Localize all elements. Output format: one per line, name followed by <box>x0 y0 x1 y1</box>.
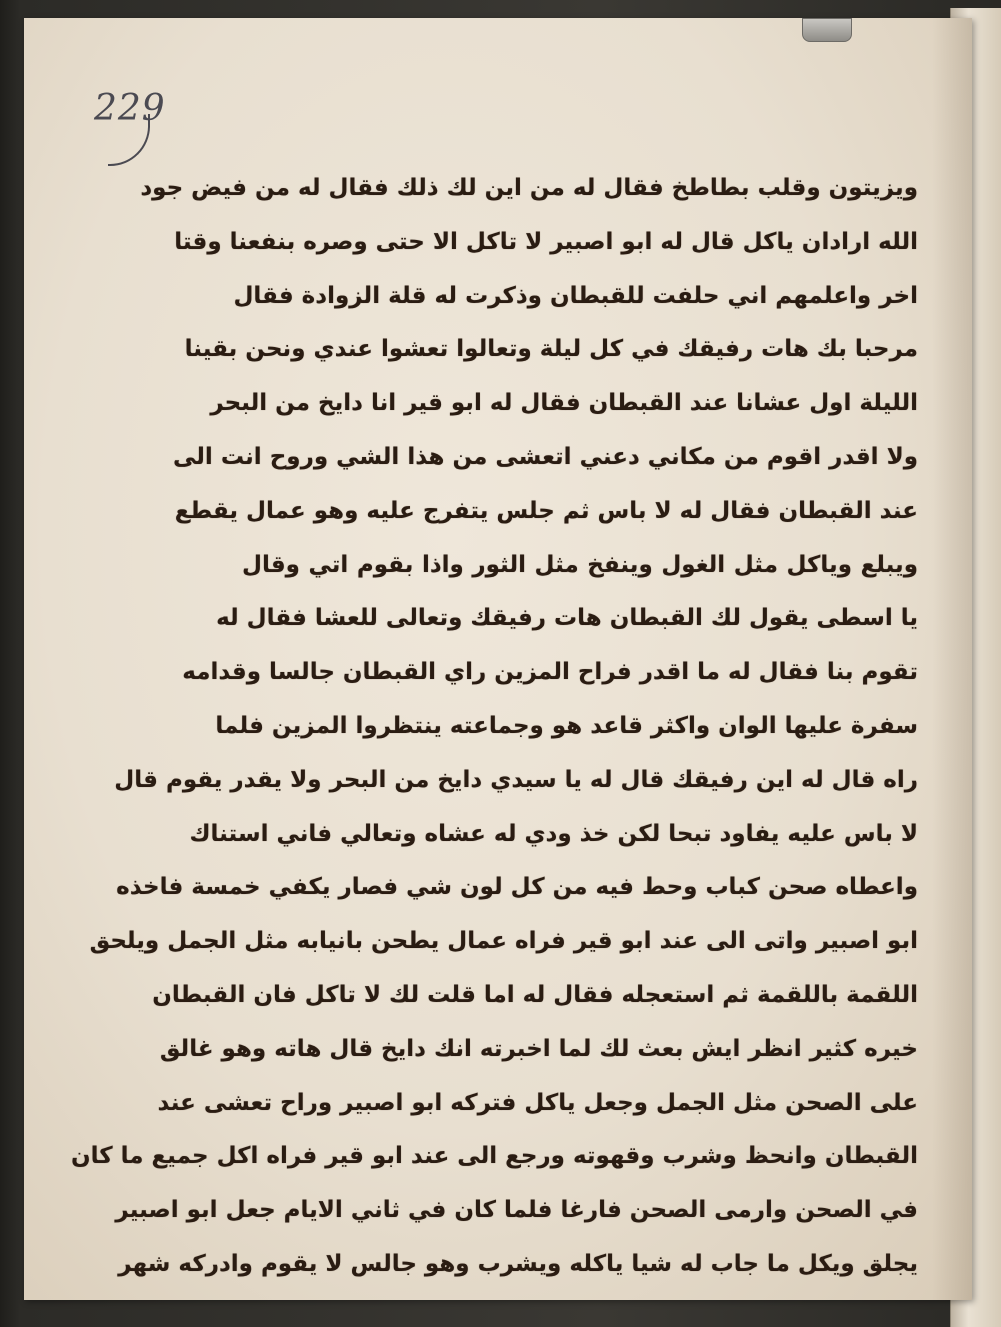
binder-clip <box>802 18 852 42</box>
manuscript-text-block <box>70 162 918 1277</box>
manuscript-line: ولا اقدر اقوم من مكاني دعني اتعشى من هذا الشي وروح انت الى <box>173 443 918 470</box>
manuscript-line: يا اسطى يقول لك القبطان هات رفيقك وتعالى للعشا فقال له <box>216 605 918 632</box>
manuscript-line: راه قال له اين رفيقك قال له يا سيدي دايخ من البحر ولا يقدر يقوم قال <box>114 766 918 793</box>
manuscript-line: عند القبطان فقال له لا باس ثم جلس يتفرج عليه وهو عمال يقطع <box>174 497 918 524</box>
manuscript-line: الليلة اول عشانا عند القبطان فقال له ابو قير انا دايخ من البحر <box>210 390 918 417</box>
manuscript-line: اللقمة باللقمة ثم استعجله فقال له اما قلت لك لا تاكل فان القبطان <box>152 981 918 1008</box>
manuscript-line: سفرة عليها الوان واكثر قاعد هو وجماعته ينتظروا المزين فلما <box>215 712 918 739</box>
manuscript-line: تقوم بنا فقال له ما اقدر فراح المزين راي القبطان جالسا وقدامه <box>182 659 918 686</box>
manuscript-line: ابو اصبير واتى الى عند ابو قير فراه عمال يطحن بانيابه مثل الجمل ويلحق <box>89 928 918 955</box>
manuscript-line: القبطان وانحظ وشرب وقهوته ورجع الى عند ابو قير فراه اكل جميع ما كان <box>70 1143 918 1170</box>
manuscript-line: على الصحن مثل الجمل وجعل ياكل فتركه ابو اصبير وراح تعشى عند <box>157 1089 918 1116</box>
manuscript-line: الله ارادان ياكل قال له ابو اصبير لا تاكل الا حتى وصره بنفعنا وقتا <box>174 228 918 255</box>
manuscript-line: واعطاه صحن كباب وحط فيه من كل لون شي فصار يكفي خمسة فاخذه <box>116 874 918 901</box>
manuscript-line: ويبلع وياكل مثل الغول وينفخ مثل الثور واذا بقوم اتي وقال <box>242 551 918 578</box>
manuscript-line: خيره كثير انظر ايش بعث لك لما اخبرته انك دايخ قال هاته وهو غالق <box>159 1035 918 1062</box>
manuscript-line: في الصحن وارمى الصحن فارغا فلما كان في ثاني الايام جعل ابو اصبير <box>115 1197 918 1224</box>
manuscript-line: ويزيتون وقلب بطاطخ فقال له من اين لك ذلك فقال له من فيض جود <box>140 175 918 201</box>
manuscript-page <box>24 18 972 1300</box>
folio-number: 229 <box>94 88 166 129</box>
manuscript-line: مرحبا بك هات رفيقك في كل ليلة وتعالوا تعشوا عندي ونحن بقينا <box>184 336 918 363</box>
manuscript-line: لا باس عليه يفاود تبحا لكن خذ ودي له عشاه وتعالي فاني استناك <box>189 820 918 847</box>
folio-flourish <box>108 114 150 166</box>
manuscript-line: اخر واعلمهم اني حلفت للقبطان وذكرت له قلة الزوادة فقال <box>233 282 918 309</box>
manuscript-line: يجلق ويكل ما جاب له شيا ياكله ويشرب وهو جالس لا يقوم وادركه شهر <box>118 1250 918 1277</box>
